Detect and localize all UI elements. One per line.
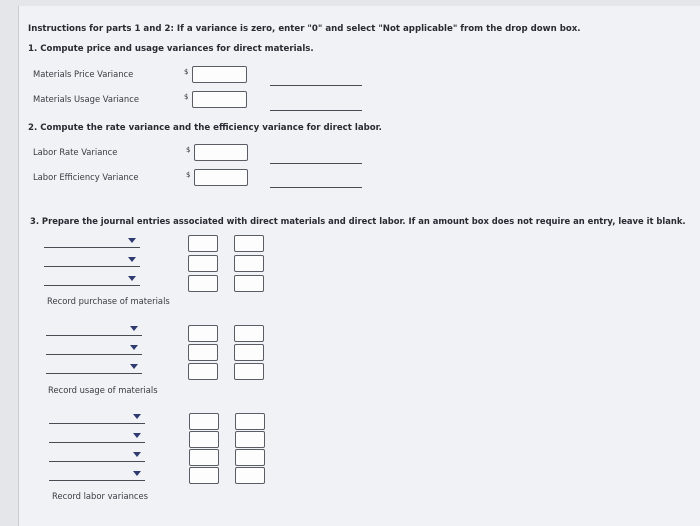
labor-efficiency-variance-select[interactable]	[270, 174, 362, 188]
currency-symbol: $	[184, 93, 189, 101]
materials-price-variance-input[interactable]	[192, 66, 247, 83]
account-select[interactable]	[49, 467, 145, 481]
part2-heading: 2. Compute the rate variance and the efficiency variance for direct labor.	[28, 123, 382, 133]
debit-amount-input[interactable]	[188, 275, 218, 292]
debit-amount-input[interactable]	[189, 467, 219, 484]
instructions-text	[28, 24, 581, 34]
credit-amount-input[interactable]	[234, 275, 264, 292]
labor-rate-variance-select[interactable]	[270, 150, 362, 164]
journal-caption: Record purchase of materials	[47, 296, 170, 306]
account-select[interactable]	[49, 429, 145, 443]
account-select[interactable]	[49, 410, 145, 424]
chevron-down-icon	[128, 276, 136, 281]
instructions-rest: If a variance is zero, enter "0" and select "Not applicable" from the drop down box.	[173, 24, 581, 34]
chevron-down-icon	[130, 326, 138, 331]
account-select[interactable]	[46, 341, 142, 355]
materials-usage-variance-label: Materials Usage Variance	[33, 94, 139, 104]
debit-amount-input[interactable]	[188, 255, 218, 272]
labor-rate-variance-label: Labor Rate Variance	[33, 147, 118, 157]
credit-amount-input[interactable]	[234, 325, 264, 342]
chevron-down-icon	[128, 257, 136, 262]
part1-heading: 1. Compute price and usage variances for direct materials.	[28, 44, 314, 54]
chevron-down-icon	[133, 452, 141, 457]
debit-amount-input[interactable]	[189, 449, 219, 466]
materials-usage-variance-input[interactable]	[192, 91, 247, 108]
chevron-down-icon	[128, 238, 136, 243]
currency-symbol: $	[186, 146, 191, 154]
chevron-down-icon	[133, 433, 141, 438]
account-select[interactable]	[44, 272, 140, 286]
part3-heading	[30, 216, 686, 226]
debit-amount-input[interactable]	[188, 235, 218, 252]
labor-efficiency-variance-label: Labor Efficiency Variance	[33, 172, 139, 182]
chevron-down-icon	[130, 345, 138, 350]
debit-amount-input[interactable]	[189, 413, 219, 430]
credit-amount-input[interactable]	[234, 235, 264, 252]
credit-amount-input[interactable]	[234, 344, 264, 361]
debit-amount-input[interactable]	[188, 344, 218, 361]
account-select[interactable]	[46, 360, 142, 374]
chevron-down-icon	[133, 414, 141, 419]
materials-price-variance-select[interactable]	[270, 72, 362, 86]
account-select[interactable]	[49, 448, 145, 462]
account-select[interactable]	[44, 253, 140, 267]
materials-price-variance-label: Materials Price Variance	[33, 69, 134, 79]
instructions-bold: Instructions for parts 1 and 2:	[28, 24, 174, 34]
credit-amount-input[interactable]	[235, 431, 265, 448]
chevron-down-icon	[133, 471, 141, 476]
part3-heading-bold: If an amount box does not require an entry, leave it blank.	[405, 216, 686, 226]
debit-amount-input[interactable]	[188, 363, 218, 380]
chevron-down-icon	[130, 364, 138, 369]
credit-amount-input[interactable]	[235, 467, 265, 484]
debit-amount-input[interactable]	[189, 431, 219, 448]
account-select[interactable]	[46, 322, 142, 336]
currency-symbol: $	[186, 171, 191, 179]
credit-amount-input[interactable]	[234, 255, 264, 272]
journal-caption: Record labor variances	[52, 491, 149, 501]
credit-amount-input[interactable]	[234, 363, 264, 380]
currency-symbol: $	[184, 68, 189, 76]
credit-amount-input[interactable]	[235, 449, 265, 466]
part3-heading-main: 3. Prepare the journal entries associated with direct materials and direct labor.	[30, 216, 406, 226]
labor-efficiency-variance-input[interactable]	[194, 169, 248, 186]
labor-rate-variance-input[interactable]	[194, 144, 248, 161]
journal-caption: Record usage of materials	[48, 385, 158, 395]
account-select[interactable]	[44, 234, 140, 248]
credit-amount-input[interactable]	[235, 413, 265, 430]
materials-usage-variance-select[interactable]	[270, 97, 362, 111]
debit-amount-input[interactable]	[188, 325, 218, 342]
